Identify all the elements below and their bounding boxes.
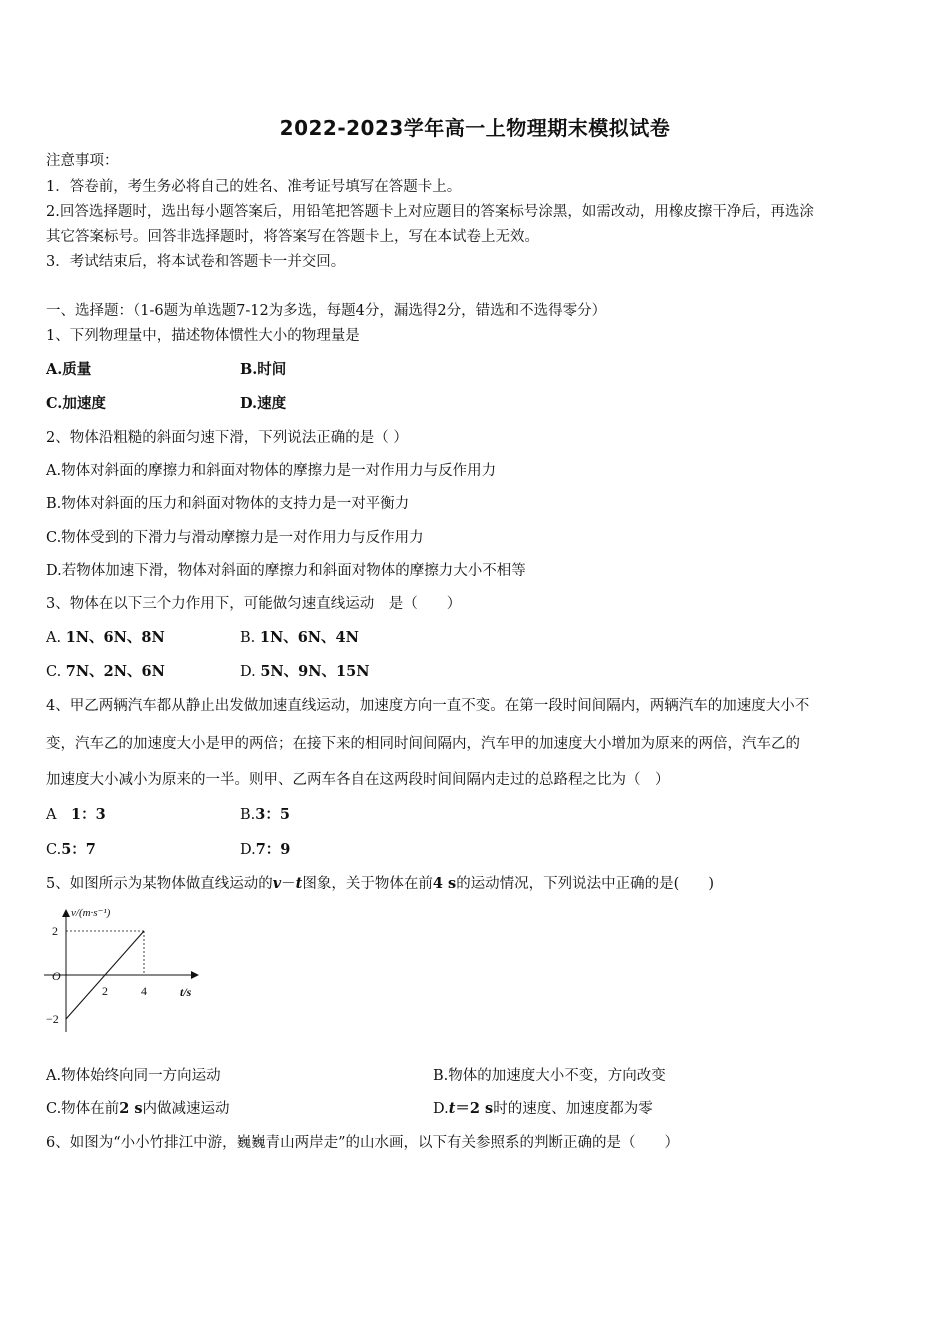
q3-option-b: B. 1N、6N、4N	[240, 629, 359, 646]
y-axis-label: v/(m·s⁻¹)	[71, 907, 111, 919]
q4-stem-line-3: 加速度大小减小为原来的一半。则甲、乙两车各自在这两段时间间隔内走过的总路程之比为（ ）	[46, 772, 670, 788]
notice-item-1: 1．答卷前，考生务必将自己的姓名、准考证号填写在答题卡上。	[46, 179, 462, 195]
q2-option-d: D.若物体加速下滑，物体对斜面的摩擦力和斜面对物体的摩擦力大小不相等	[46, 563, 526, 579]
section-heading: 一、选择题：（1-6题为单选题7-12为多选，每题4分，漏选得2分，错选和不选得零分）	[46, 303, 607, 319]
x-tick-label-4: 4	[141, 984, 147, 998]
origin-label: O	[52, 969, 61, 983]
q2-option-c: C.物体受到的下滑力与滑动摩擦力是一对作用力与反作用力	[46, 530, 424, 546]
q5-option-b: B.物体的加速度大小不变，方向改变	[433, 1068, 666, 1084]
q2-option-b: B.物体对斜面的压力和斜面对物体的支持力是一对平衡力	[46, 496, 410, 512]
x-tick-label-2: 2	[102, 984, 108, 998]
notice-item-2-cont: 其它答案标号。回答非选择题时，将答案写在答题卡上，写在本试卷上无效。	[46, 229, 539, 245]
notice-item-2: 2.回答选择题时，选出每小题答案后，用铅笔把答题卡上对应题目的答案标号涂黑，如需改动，用橡皮擦干净后，再选涂	[46, 204, 814, 220]
notice-heading: 注意事项：	[46, 153, 119, 169]
y-tick-label-top: 2	[52, 924, 58, 938]
x-axis-label: t/s	[180, 985, 192, 999]
q1-option-c: C.加速度	[46, 395, 106, 412]
q5-option-c: C.物体在前2 s内做减速运动	[46, 1100, 230, 1117]
q5-stem: 5、如图所示为某物体做直线运动的v－t图象，关于物体在前4 s的运动情况，下列说法中正确的是( )	[46, 875, 714, 892]
q4-option-c: C.5：7	[46, 841, 96, 858]
q6-stem: 6、如图为“小小竹排江中游，巍巍青山两岸走”的山水画，以下有关参照系的判断正确的是（ ）	[46, 1135, 680, 1151]
q4-option-a: A 1：3	[46, 806, 106, 823]
q3-option-c: C. 7N、2N、6N	[46, 663, 165, 680]
q4-option-d: D.7：9	[240, 841, 291, 858]
q5-option-d: D.t＝2 s时的速度、加速度都为零	[433, 1100, 653, 1117]
q1-option-d: D.速度	[240, 395, 287, 412]
q3-option-a: A. 1N、6N、8N	[46, 629, 165, 646]
q4-stem-line-1: 4、甲乙两辆汽车都从静止出发做加速直线运动，加速度方向一直不变。在第一段时间间隔内，两辆汽车的加速度大小不	[46, 698, 810, 714]
q2-option-a: A.物体对斜面的摩擦力和斜面对物体的摩擦力是一对作用力与反作用力	[46, 463, 497, 479]
q1-option-b: B.时间	[240, 361, 287, 378]
vt-graph	[40, 902, 210, 1042]
q3-option-d: D. 5N、9N、15N	[240, 663, 370, 680]
q1-option-a: A.质量	[46, 361, 92, 378]
q3-stem: 3、物体在以下三个力作用下，可能做匀速直线运动 是（ ）	[46, 596, 462, 612]
q4-option-b: B.3：5	[240, 806, 290, 823]
notice-item-3: 3．考试结束后，将本试卷和答题卡一并交回。	[46, 254, 346, 270]
q1-stem: 1、下列物理量中，描述物体惯性大小的物理量是	[46, 328, 360, 344]
q4-stem-line-2: 变，汽车乙的加速度大小是甲的两倍；在接下来的相同时间间隔内，汽车甲的加速度大小增加为原来的两倍，汽车乙的	[46, 736, 800, 752]
page-title: 2022-2023学年高一上物理期末模拟试卷	[279, 116, 671, 140]
q2-stem: 2、物体沿粗糙的斜面匀速下滑，下列说法正确的是（ ）	[46, 430, 408, 446]
y-tick-label-bottom: −2	[46, 1012, 59, 1026]
q5-option-a: A.物体始终向同一方向运动	[46, 1068, 221, 1084]
